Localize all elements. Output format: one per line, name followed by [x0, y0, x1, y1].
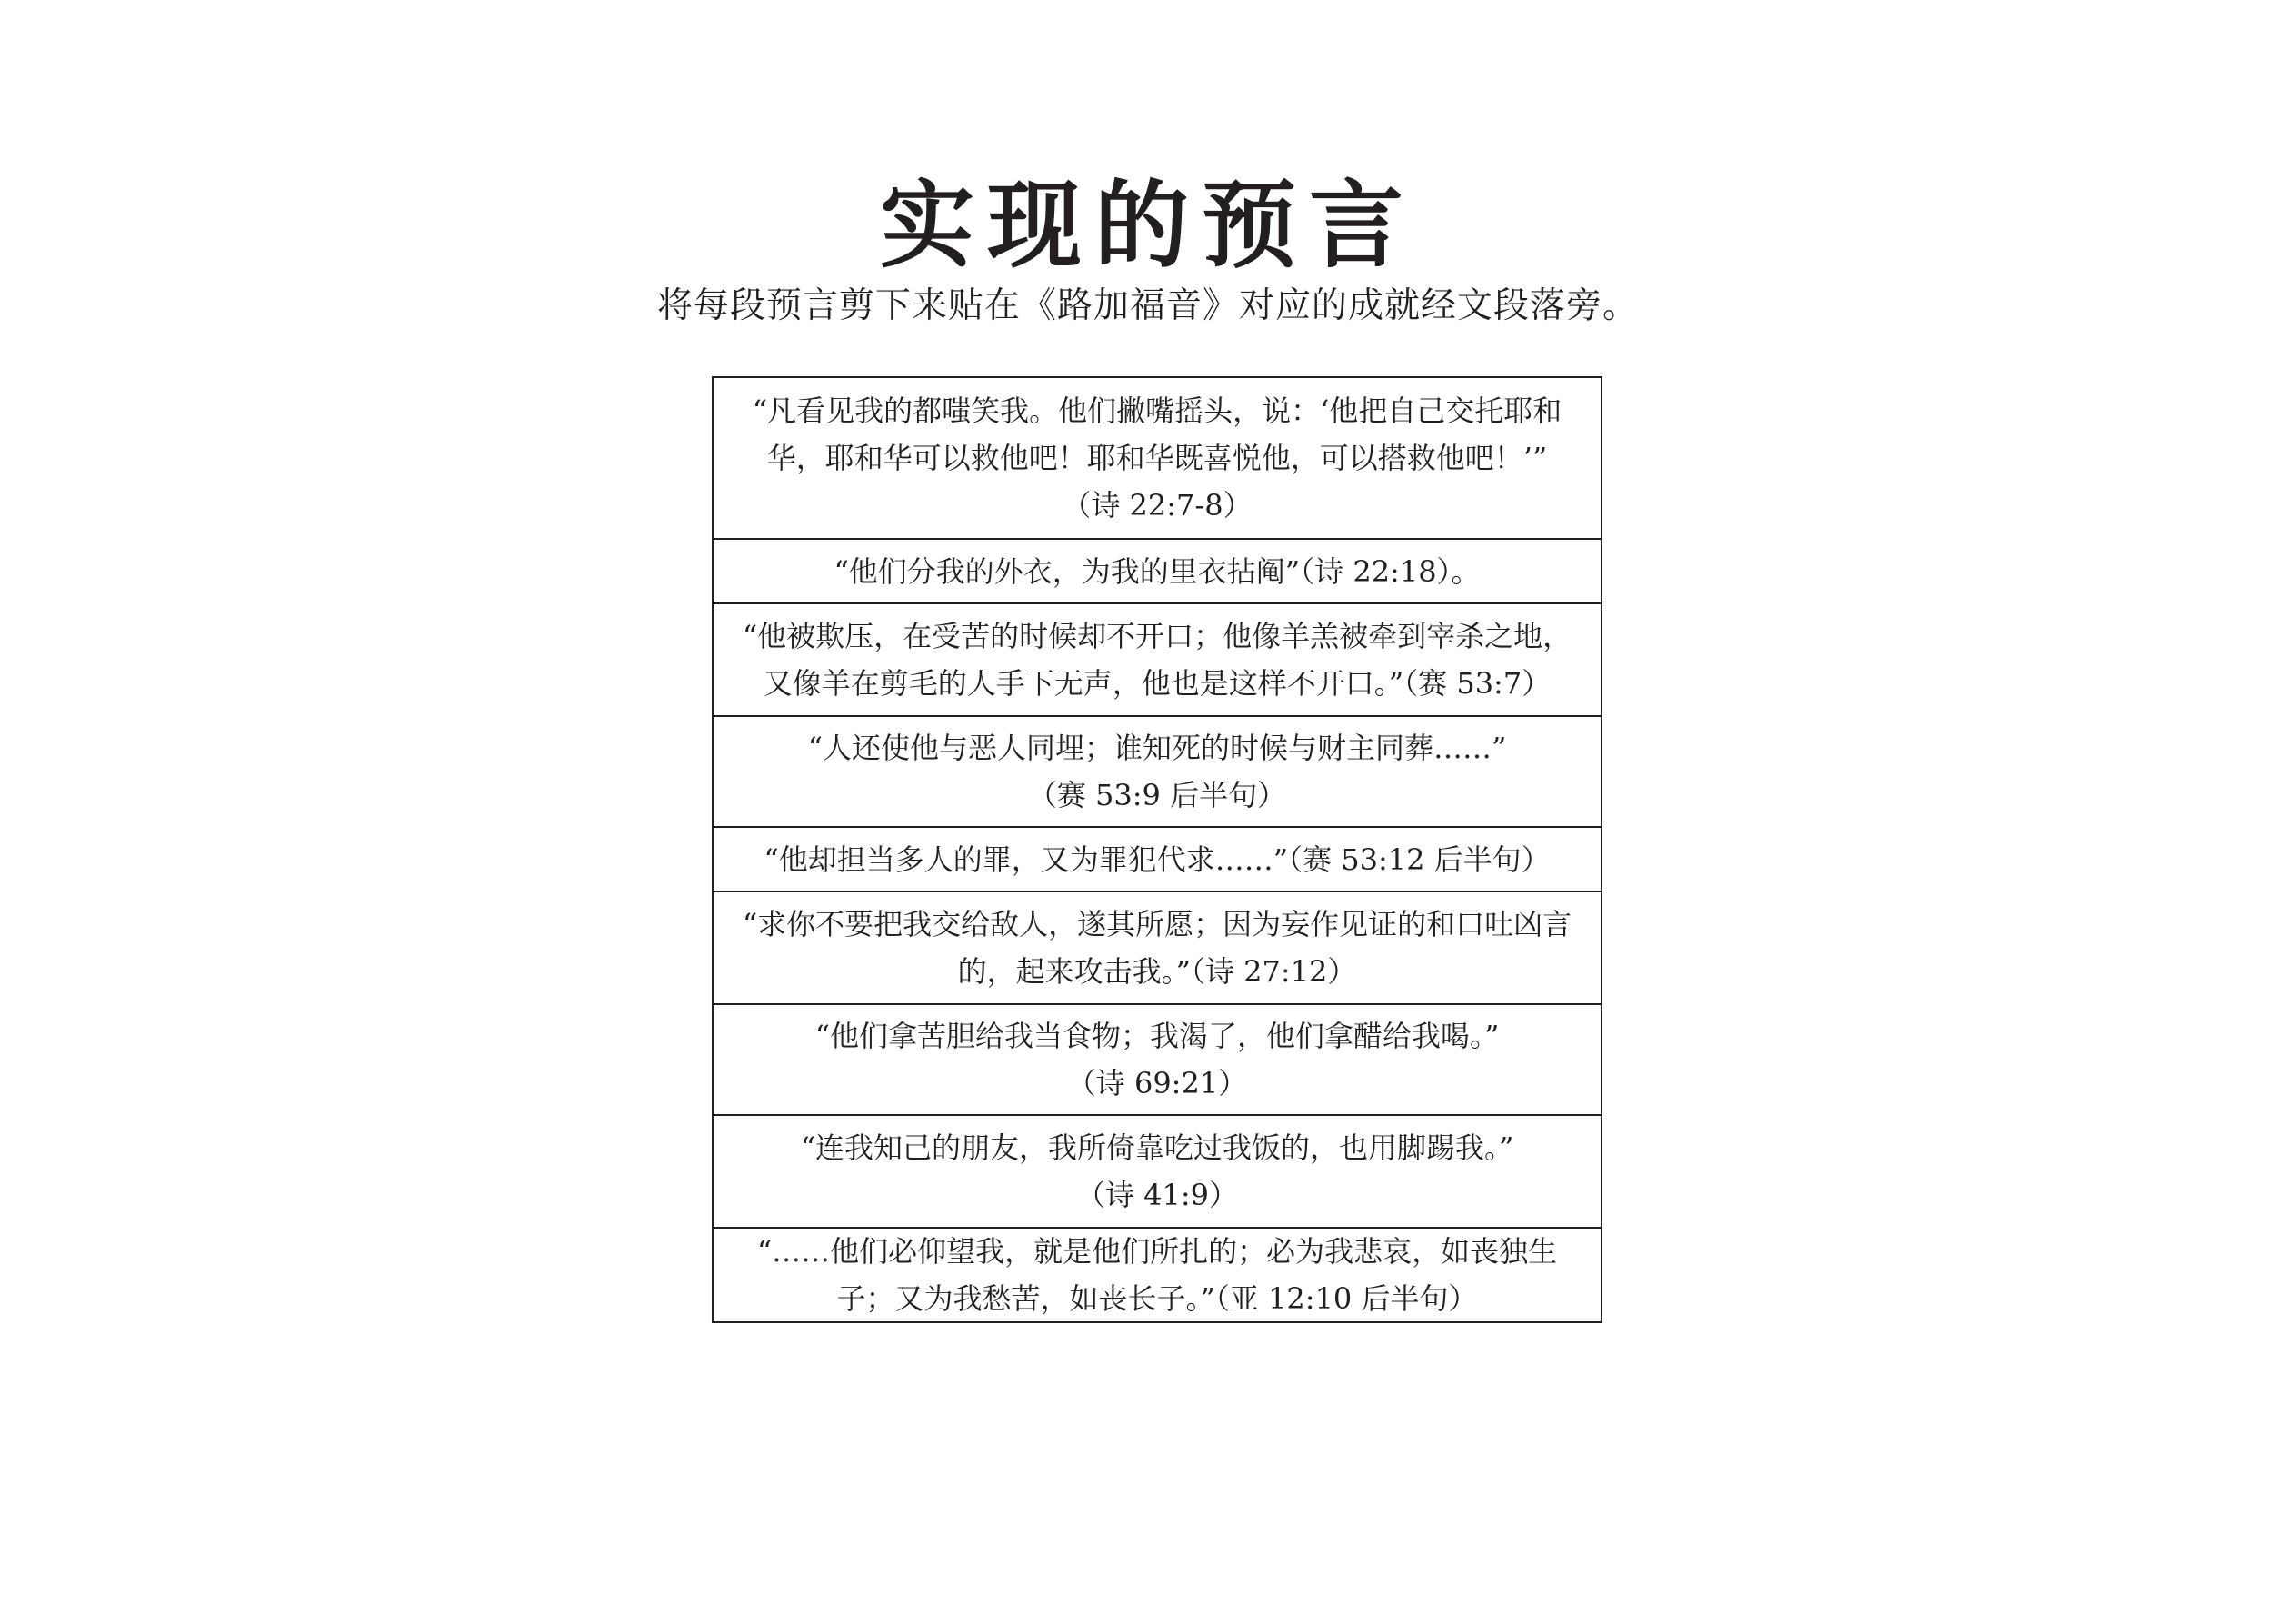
prophecy-text: “他们分我的外衣，为我的里衣拈阄”（诗 22:18）。: [834, 553, 1481, 589]
prophecy-text: “他却担当多人的罪，又为罪犯代求……”（赛 53:12 后半句）: [764, 841, 1551, 877]
prophecy-card: [714, 891, 1601, 1003]
prophecy-text: “凡看见我的都嗤笑我。他们撇嘴摇头，说：‘他把自己交托耶和 华，耶和华可以救他吧！耶和华既喜悦他，可以搭救他吧！’” （诗 22:7-8）: [752, 393, 1562, 523]
prophecy-text: “求你不要把我交给敌人，遂其所愿；因为妄作见证的和口吐凶言 的，起来攻击我。”（诗 27:12）: [742, 907, 1572, 989]
prophecy-card: [714, 1114, 1601, 1227]
prophecy-text: “他们拿苦胆给我当食物；我渴了，他们拿醋给我喝。” （诗 69:21）: [814, 1019, 1500, 1100]
prophecy-card: [714, 1003, 1601, 1114]
prophecy-card: [714, 1227, 1601, 1321]
page-title: 实现的预言: [879, 169, 1416, 281]
prophecy-text: “他被欺压，在受苦的时候却不开口；他像羊羔被牵到宰杀之地， 又像羊在剪毛的人手下无声，他也是这样不开口。”（赛 53:7）: [742, 619, 1572, 701]
prophecy-table: [712, 376, 1602, 1323]
prophecy-card: [714, 826, 1601, 891]
prophecy-card: [714, 378, 1601, 538]
prophecy-card: [714, 715, 1601, 826]
prophecy-text: “……他们必仰望我，就是他们所扎的；必为我悲哀，如丧独生 子；又为我愁苦，如丧长子。”（亚 12:10 后半句）: [756, 1234, 1558, 1316]
instruction-text: 将每段预言剪下来贴在《路加福音》对应的成就经文段落旁。: [656, 285, 1639, 326]
prophecy-text: “人还使他与恶人同埋；谁知死的时候与财主同葬……” （赛 53:9 后半句）: [807, 731, 1507, 812]
prophecy-card: [714, 602, 1601, 715]
prophecy-card: [714, 538, 1601, 602]
prophecy-text: “连我知己的朋友，我所倚靠吃过我饭的，也用脚踢我。” （诗 41:9）: [800, 1130, 1514, 1212]
